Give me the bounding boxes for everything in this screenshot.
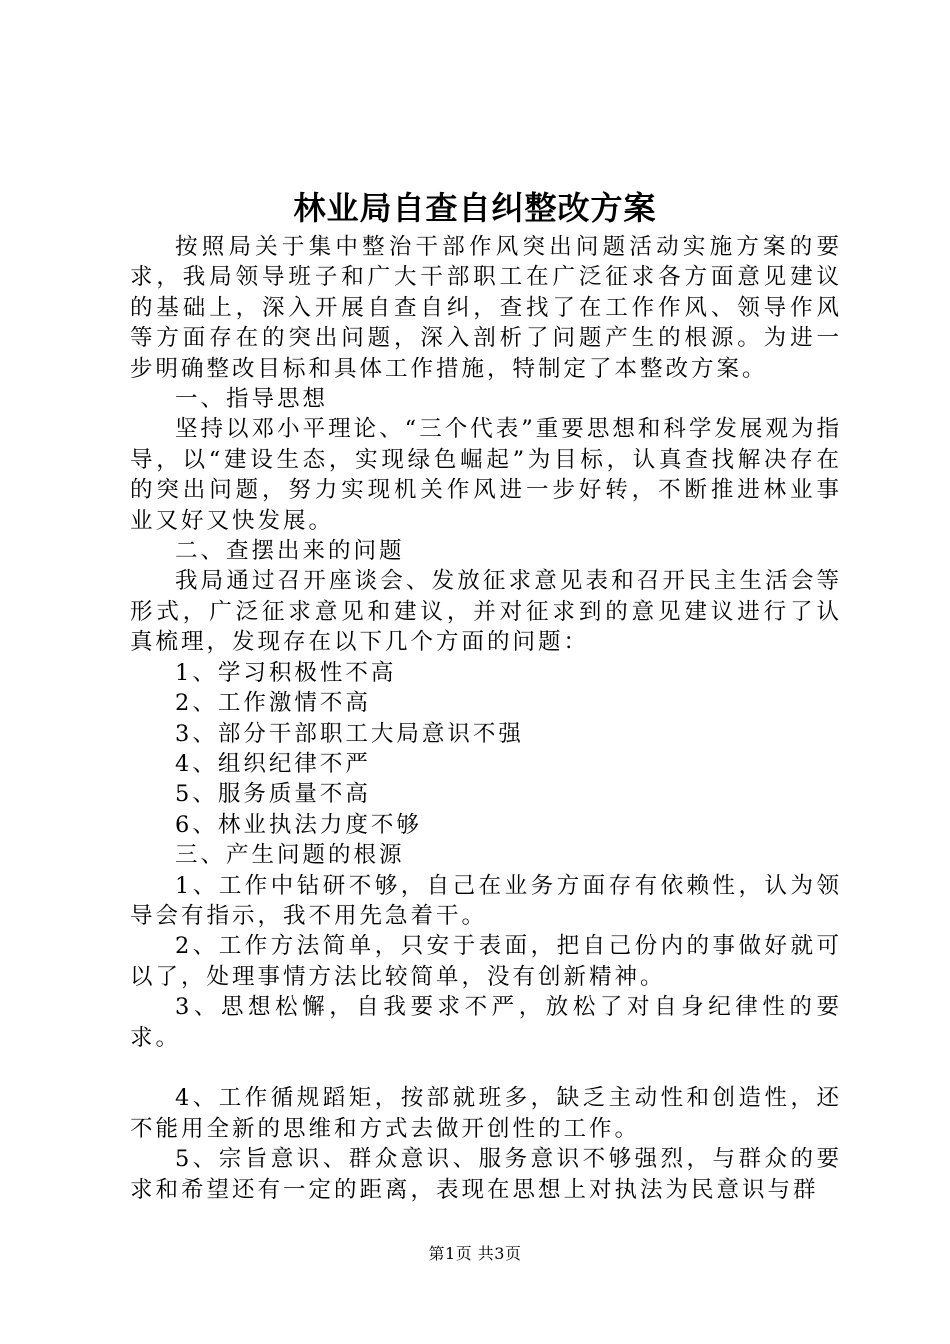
list-item-cause: 1、工作中钻研不够，自己在业务方面存有依赖性，认为领导会有指示，我不用先急着干。: [130, 872, 842, 929]
list-item-cause: 4、工作循规蹈矩，按部就班多，缺乏主动性和创造性，还不能用全新的思维和方式去做开创性的工作。: [130, 1085, 842, 1142]
section-heading-problems: 二、查摆出来的问题: [175, 538, 405, 565]
list-item-cause: 5、宗旨意识、群众意识、服务意识不够强烈，与群众的要求和希望还有一定的距离，表现在思想上对执法为民意识与群: [130, 1146, 842, 1203]
section-heading-root-causes: 三、产生问题的根源: [175, 842, 405, 869]
paragraph-intro: 按照局关于集中整治干部作风突出问题活动实施方案的要求，我局领导班子和广大干部职工在广泛征求各方面意见建议的基础上，深入开展自查自纠，查找了在工作作风、领导作风等方面存在的突出问题，深入剖析了问题产生的根源。为进一步明确整改目标和具体工作措施，特制定了本整改方案。: [130, 234, 842, 382]
paragraph-guiding-thought: 坚持以邓小平理论、“三个代表”重要思想和科学发展观为指导，以“建设生态，实现绿色崛起”为目标，认真查找解决存在的突出问题，努力实现机关作风进一步好转，不断推进林业事业又好又快发展。: [130, 416, 842, 534]
list-item-cause: 3、思想松懈，自我要求不严，放松了对自身纪律性的要求。: [130, 994, 842, 1051]
list-item-problem: 5、服务质量不高: [175, 781, 371, 808]
list-item-cause: 2、工作方法简单，只安于表面，把自己份内的事做好就可以了，处理事情方法比较简单，没有创新精神。: [130, 933, 842, 990]
list-item-problem: 6、林业执法力度不够: [175, 811, 422, 838]
list-item-problem: 3、部分干部职工大局意识不强: [175, 720, 524, 747]
list-item-problem: 1、学习积极性不高: [175, 659, 397, 686]
list-item-problem: 2、工作激情不高: [175, 690, 371, 717]
page-footer: 第1页 共3页: [428, 1244, 522, 1263]
paragraph-problems-intro: 我局通过召开座谈会、发放征求意见表和召开民主生活会等形式，广泛征求意见和建议，并对征求到的意见建议进行了认真梳理，发现存在以下几个方面的问题：: [130, 568, 842, 656]
blank-line: [130, 1053, 842, 1083]
list-item-problem: 4、组织纪律不严: [175, 750, 371, 777]
document-title: 林业局自查自纠整改方案: [293, 189, 657, 227]
document-body: [130, 232, 842, 1205]
section-heading-guiding-thought: 一、指导思想: [175, 386, 329, 413]
